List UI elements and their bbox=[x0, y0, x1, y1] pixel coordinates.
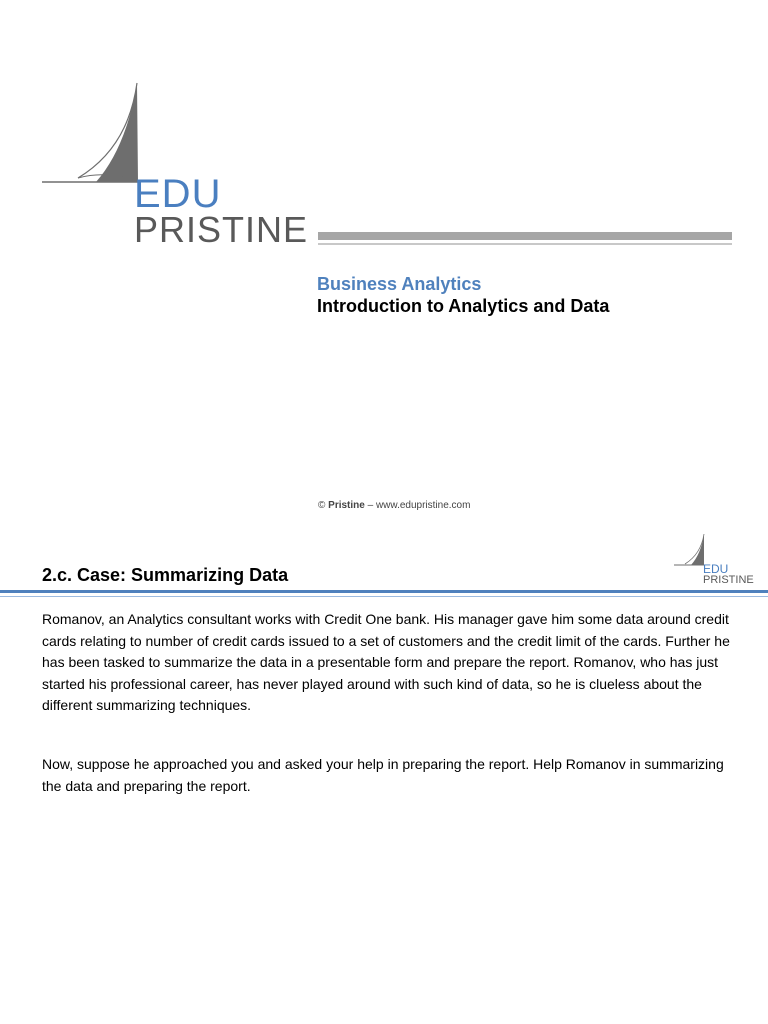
copyright-notice bbox=[318, 500, 470, 511]
case-paragraph: Romanov, an Analytics consultant works with Credit One bank. His manager gave him some data around credit cards relating to number of credit cards issued to a set of customers and the credit limit of the cards. Further he has been tasked to summarize the data in a presentable form and prepare the report. Romanov, who has just started his professional career, has never played around with such kind of data, so he is clueless about the different summarizing techniques. bbox=[42, 611, 730, 714]
brand-edu-text: EDU bbox=[134, 172, 222, 216]
course-subject: Business Analytics bbox=[317, 274, 482, 294]
small-logo-pristine-text: PRISTINE bbox=[703, 574, 754, 586]
small-logo-edu-text: EDU bbox=[703, 562, 729, 576]
copyright-website: – www.edupristine.com bbox=[364, 500, 471, 511]
title-underline bbox=[0, 590, 768, 593]
divider-rule bbox=[318, 232, 732, 240]
slide-title: 2.c. Case: Summarizing Data bbox=[42, 565, 289, 585]
copyright-symbol: © bbox=[318, 500, 329, 511]
case-paragraph: Now, suppose he approached you and asked your help in preparing the report. Help Romanov in summarizing the data and preparing the report. bbox=[42, 756, 724, 794]
brand-pristine-text: PRISTINE bbox=[134, 209, 309, 250]
edupristine-logo-icon bbox=[38, 78, 148, 188]
title-underline-thin bbox=[0, 596, 768, 597]
case-slide bbox=[0, 545, 768, 1024]
course-topic: Introduction to Analytics and Data bbox=[317, 296, 610, 316]
divider-rule-thin bbox=[318, 243, 732, 245]
copyright-owner: Pristine bbox=[328, 500, 365, 511]
